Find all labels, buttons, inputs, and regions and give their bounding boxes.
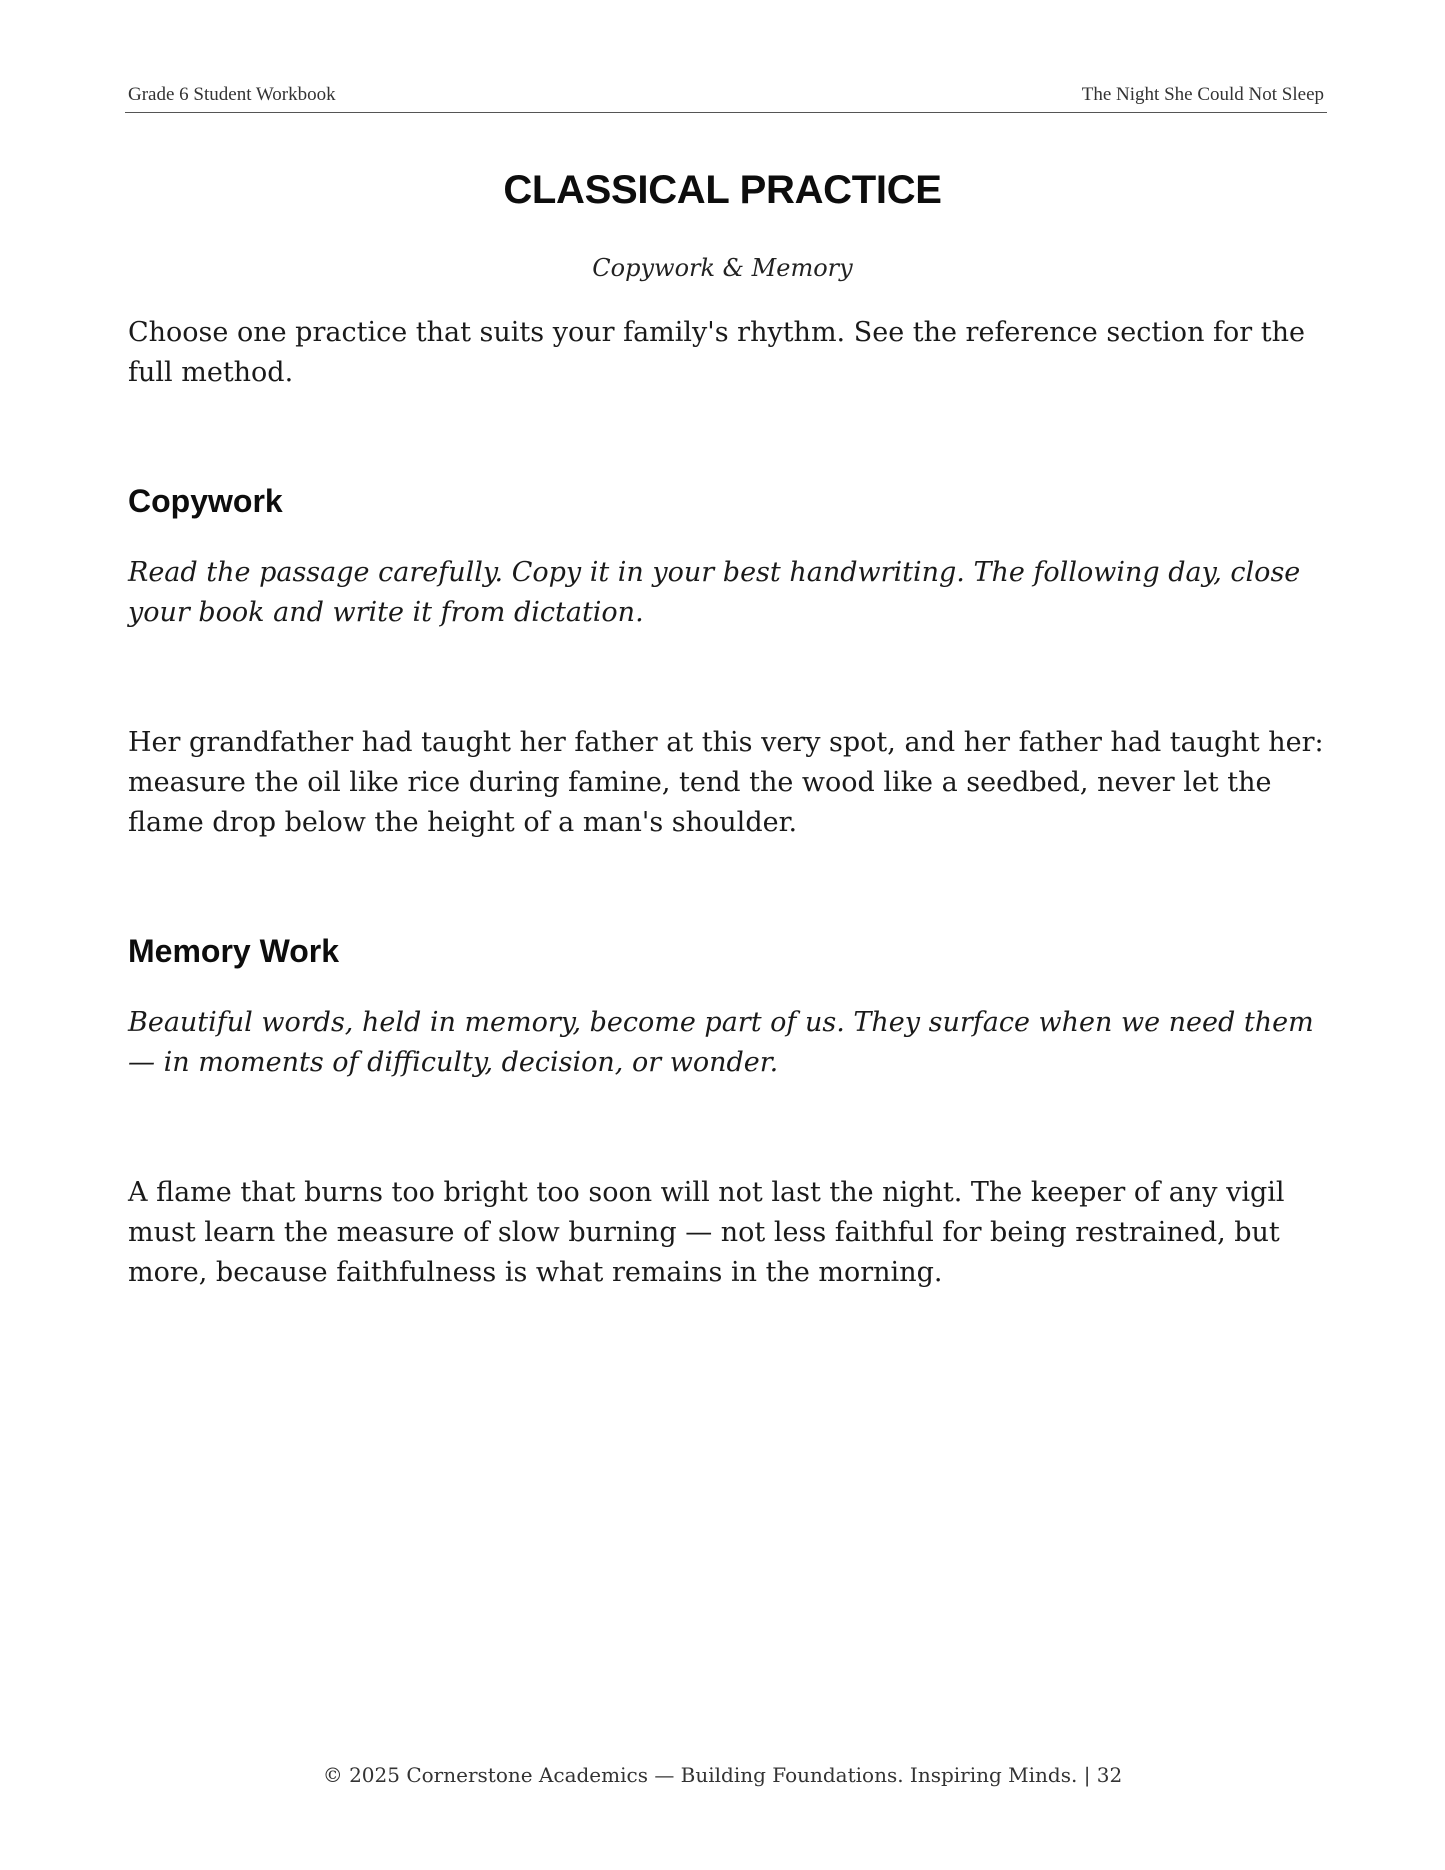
- memory-work-passage: A flame that burns too bright too soon will not last the night. The keeper of any vigil must learn the measure of slow burning — not less faithful for being restrained, but more, because faithfulness is what remains in the morning.: [128, 1177, 1285, 1288]
- intro-paragraph: Choose one practice that suits your family's rhythm. See the reference section for the full method.: [128, 317, 1305, 388]
- memory-work-instruction: Beautiful words, held in memory, become part of us. They surface when we need them — in moments of difficulty, decision, or wonder.: [128, 1007, 1314, 1078]
- page-title: CLASSICAL PRACTICE: [503, 168, 942, 212]
- page-footer: © 2025 Cornerstone Academics — Building Foundations. Inspiring Minds. | 32: [322, 1763, 1123, 1787]
- header-workbook-title: Grade 6 Student Workbook: [128, 84, 336, 105]
- copywork-passage: Her grandfather had taught her father at this very spot, and her father had taught her: measure the oil like rice during famine, tend the wood like a seedbed, never let the flame drop below the height of a man's shoulder.: [128, 727, 1324, 838]
- memory-work-heading: Memory Work: [128, 933, 340, 969]
- page-subtitle: Copywork & Memory: [592, 254, 853, 282]
- running-header: [125, 82, 1327, 113]
- copywork-heading: Copywork: [128, 483, 283, 519]
- header-story-title: The Night She Could Not Sleep: [1081, 84, 1324, 105]
- copywork-instruction: Read the passage carefully. Copy it in your best handwriting. The following day, close your book and write it from dictation.: [128, 557, 1301, 628]
